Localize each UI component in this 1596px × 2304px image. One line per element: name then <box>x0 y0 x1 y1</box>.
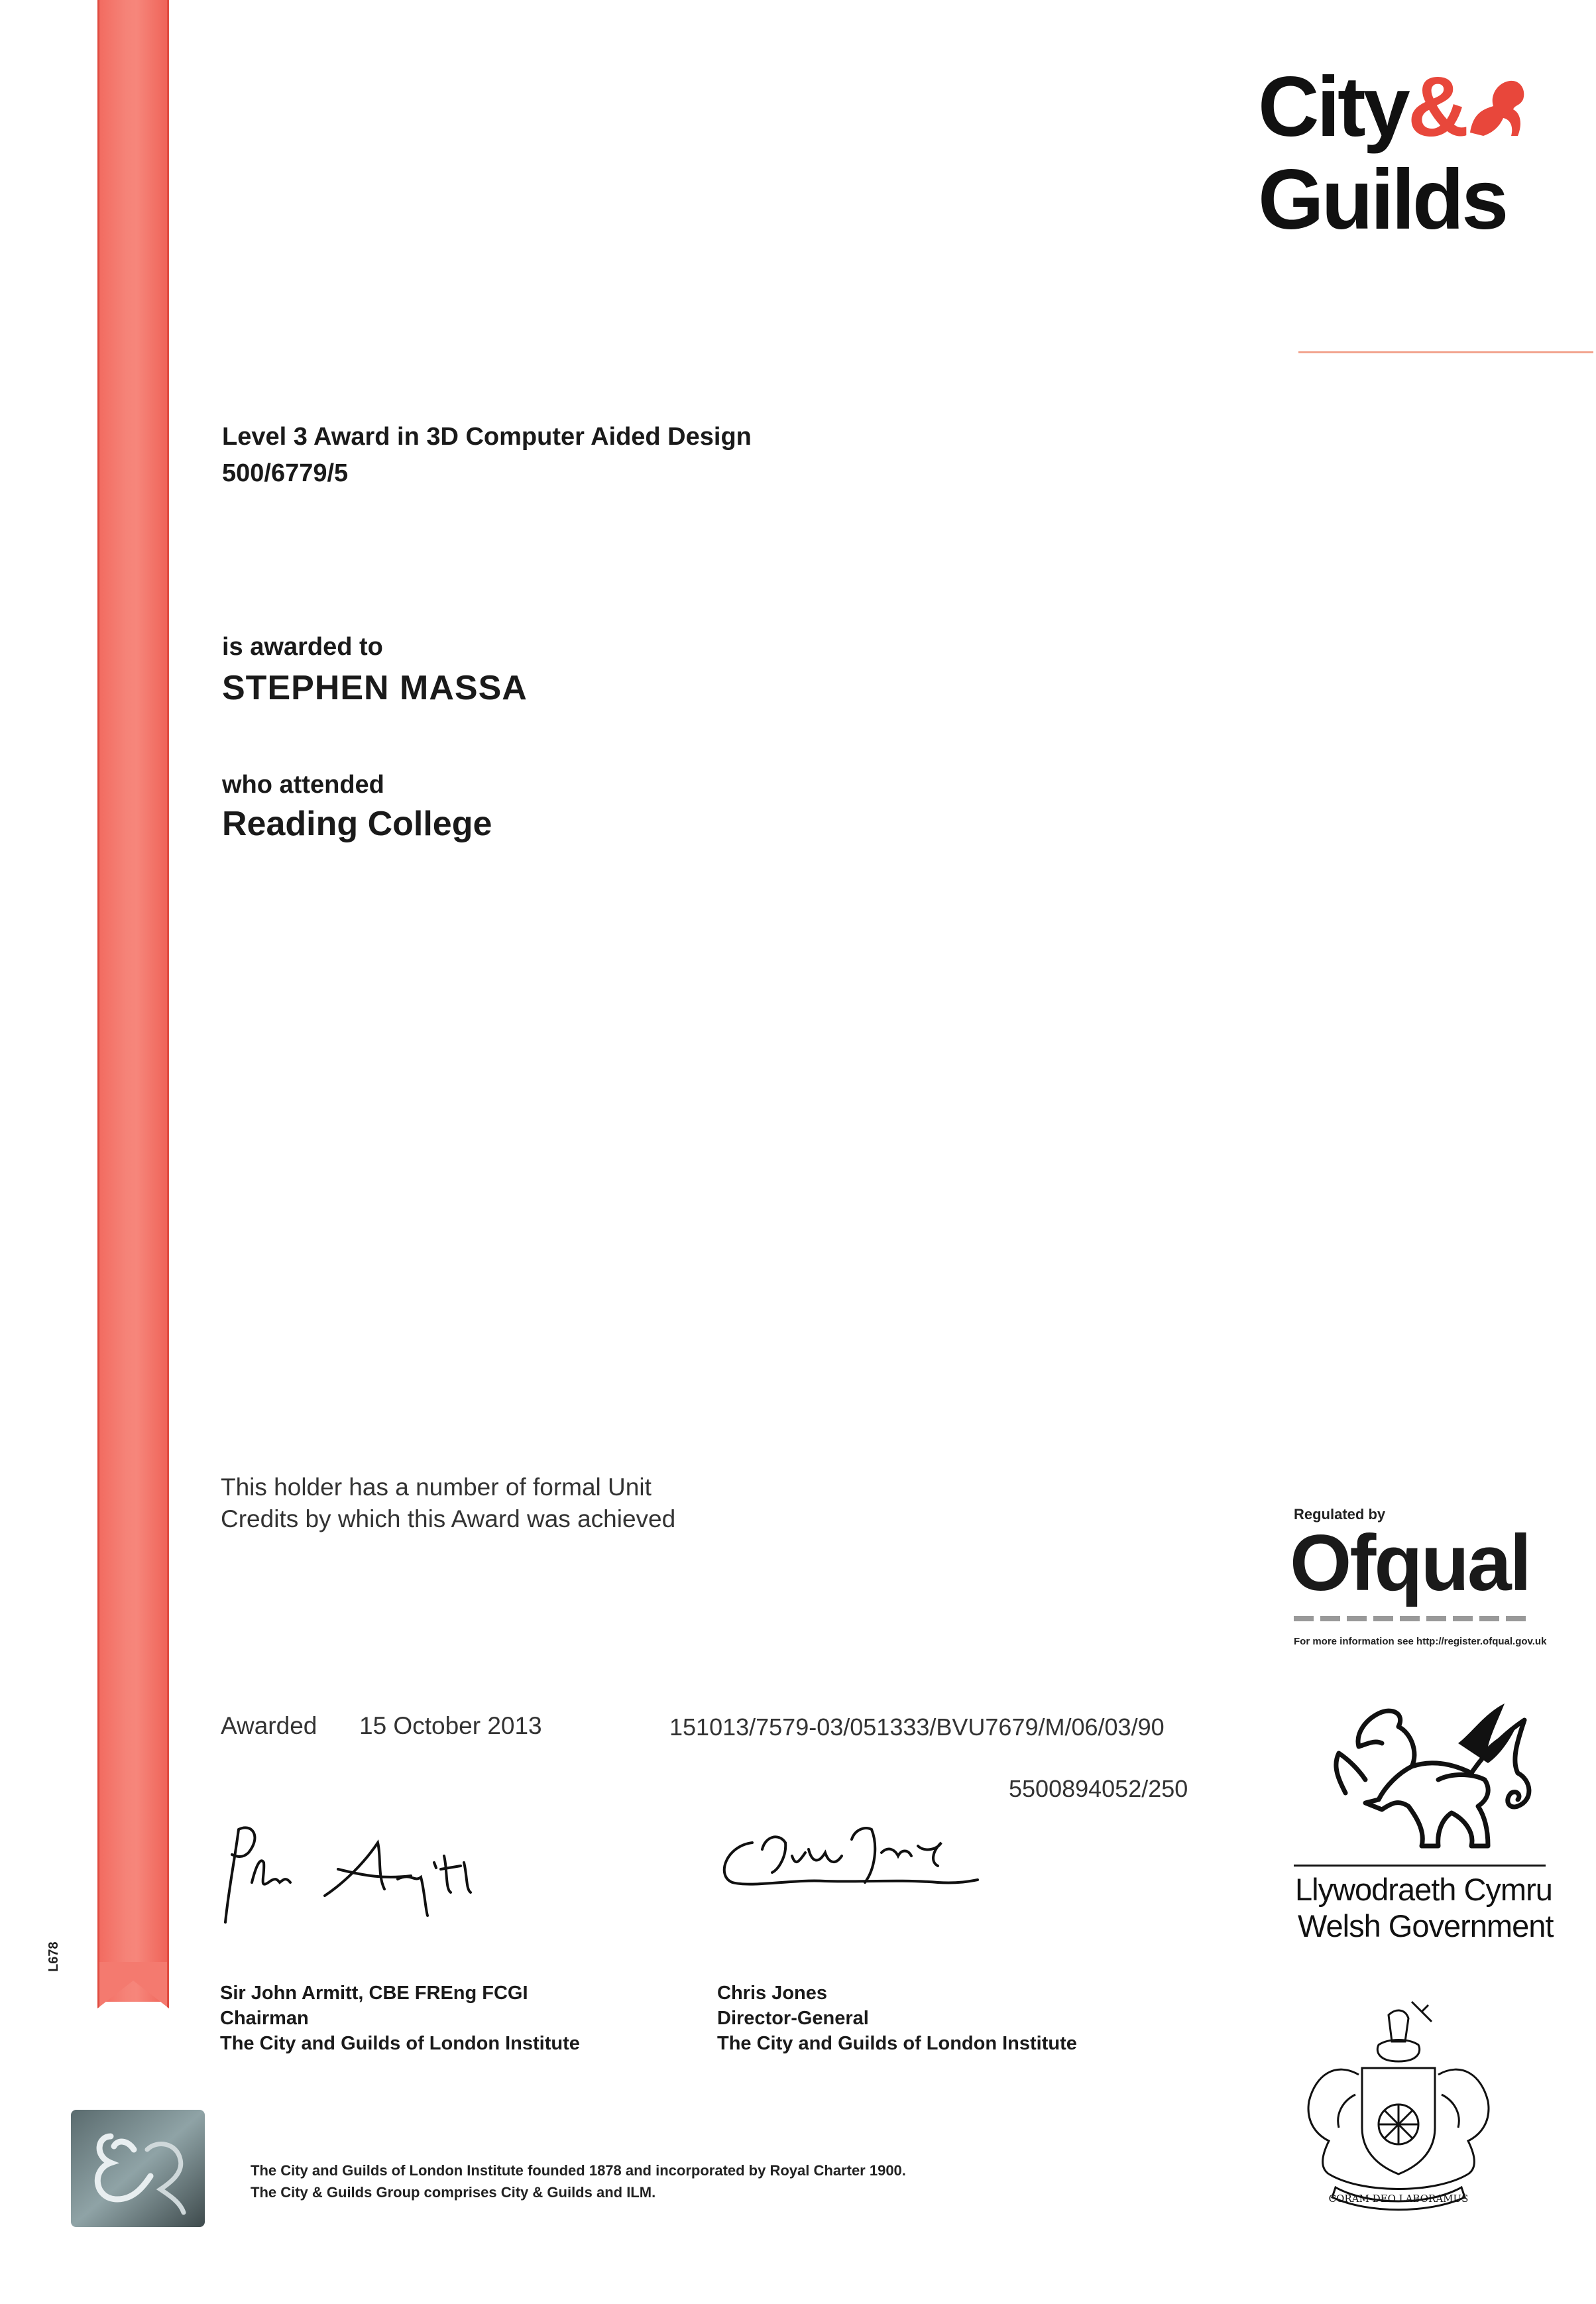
signatory-role: Chairman <box>220 2008 309 2029</box>
awarded-to-label: is awarded to <box>222 633 383 661</box>
lion-icon <box>1457 73 1530 146</box>
qualification-title: Level 3 Award in 3D Computer Aided Design <box>222 423 752 451</box>
logo-ampersand: & <box>1407 60 1467 154</box>
qualification-code: 500/6779/5 <box>222 459 349 487</box>
header-rule <box>1298 351 1593 353</box>
credits-note-line2: Credits by which this Award was achieved <box>221 1505 676 1532</box>
welsh-gov-line2: Welsh Government <box>1298 1908 1554 1943</box>
city-guilds-logo <box>1258 60 1536 247</box>
signatory-role: Director-General <box>717 2008 869 2029</box>
certificate-number: 5500894052/250 <box>1009 1775 1188 1802</box>
welsh-gov-line1: Llywodraeth Cymru <box>1295 1872 1552 1907</box>
red-ribbon <box>97 0 169 2002</box>
ofqual-logo: Ofqual <box>1290 1519 1530 1607</box>
signatory-name: Chris Jones <box>717 1983 827 2004</box>
signatory-org: The City and Guilds of London Institute <box>220 2033 580 2054</box>
ofqual-info: For more information see http://register.ofqual.gov.uk <box>1294 1636 1547 1647</box>
logo-text-guilds: Guilds <box>1258 152 1507 247</box>
certificate-reference: 151013/7579-03/051333/BVU7679/M/06/03/90 <box>669 1713 1165 1741</box>
side-code: L678 <box>46 1941 61 1972</box>
signatory-name: Sir John Armitt, CBE FREng FCGI <box>220 1983 528 2004</box>
credits-note <box>221 1471 738 1535</box>
ribbon-tail <box>97 1962 169 2008</box>
welsh-dragon-icon <box>1319 1694 1538 1859</box>
awarded-label: Awarded <box>221 1712 317 1739</box>
attended-label: who attended <box>222 771 384 799</box>
footer-line2: The City & Guilds Group comprises City & Guilds and ILM. <box>251 2184 656 2201</box>
welsh-gov-rule <box>1294 1865 1546 1867</box>
awarded-date: 15 October 2013 <box>359 1712 542 1739</box>
college-name: Reading College <box>222 805 492 843</box>
recipient-name: STEPHEN MASSA <box>222 669 528 707</box>
signature-director <box>712 1816 1031 1916</box>
hologram-seal <box>71 2110 205 2227</box>
ribbon-edge-right <box>167 0 169 2002</box>
ofqual-dotted-bar <box>1294 1615 1546 1624</box>
signatory-director <box>717 1981 1077 2056</box>
ribbon-edge-left <box>97 0 99 2002</box>
signatory-chairman <box>220 1981 580 2056</box>
footer-line1: The City and Guilds of London Institute founded 1878 and incorporated by Royal Charter 1900. <box>251 2162 906 2179</box>
logo-text-city: City& <box>1258 60 1467 154</box>
institute-crest-icon <box>1289 1995 1508 2214</box>
crest-motto: CORAM DEO LABORAMUS <box>1328 2193 1469 2205</box>
signature-chairman <box>212 1816 524 1949</box>
credits-note-line1: This holder has a number of formal Unit <box>221 1473 652 1501</box>
ofqual-regulated-label: Regulated by <box>1294 1506 1386 1523</box>
signatory-org: The City and Guilds of London Institute <box>717 2033 1077 2054</box>
